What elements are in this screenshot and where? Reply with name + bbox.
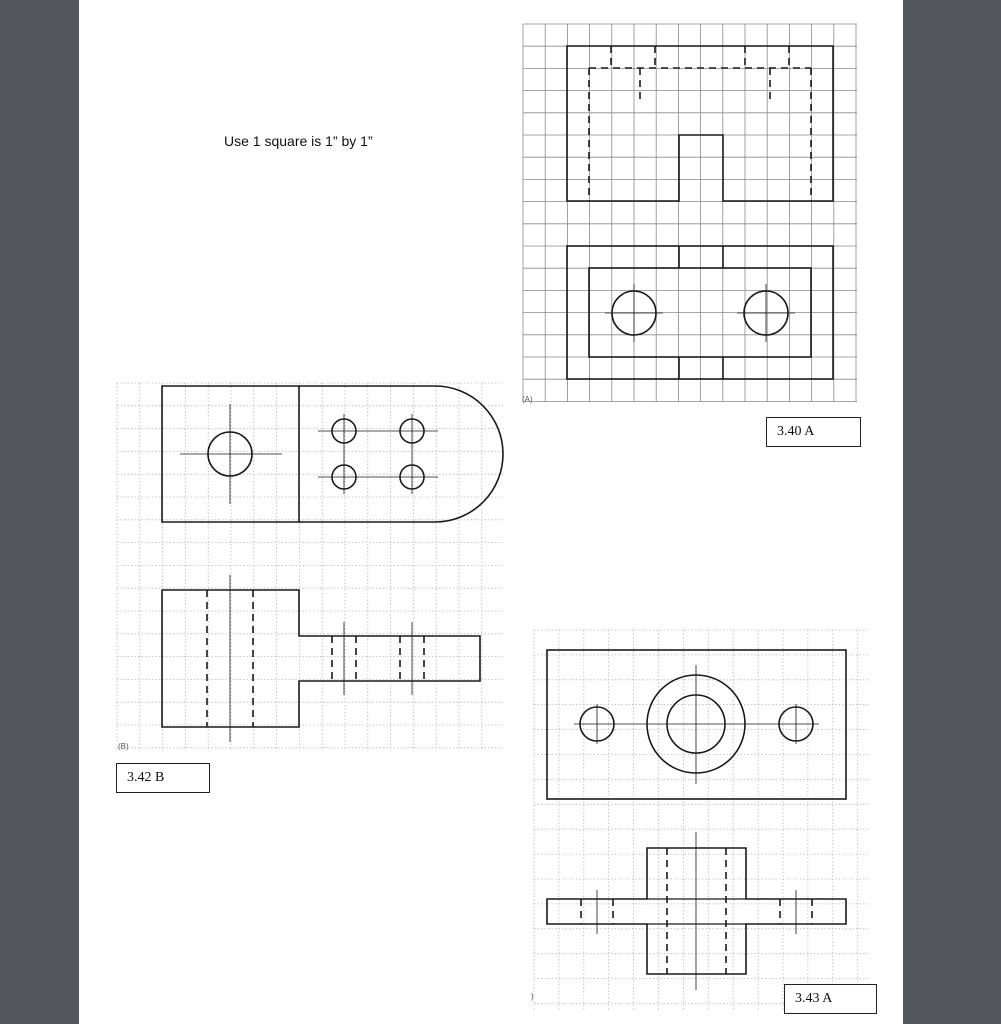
part-b <box>162 386 503 742</box>
part-c-centerlines <box>574 665 819 784</box>
part-c-top-outline <box>547 650 846 799</box>
part-a-hidden-lines <box>589 46 811 201</box>
part-c-front-plate-lines <box>647 899 746 924</box>
part-b-hidden-lines <box>207 590 424 727</box>
drawing-3-40-a <box>515 15 865 410</box>
fig-a-tag: (A) <box>522 395 533 404</box>
part-b-front-centerlines <box>230 575 412 742</box>
part-b-centerlines <box>180 404 438 504</box>
label-3-42-b: 3.42 B <box>116 763 210 793</box>
grid-a <box>523 24 857 402</box>
part-a <box>567 46 833 379</box>
part-c-front-centerlines <box>597 832 796 990</box>
part-a-top-outline <box>567 46 833 201</box>
scale-instruction: Use 1 square is 1” by 1” <box>224 133 373 149</box>
part-c <box>547 650 846 990</box>
grid-b <box>117 383 503 751</box>
part-b-front-outline <box>162 590 480 727</box>
fig-c-tag: ) <box>531 992 534 1001</box>
drawing-3-42-b <box>115 378 507 756</box>
fig-b-tag: (B) <box>118 742 129 751</box>
label-3-43-a: 3.43 A <box>784 984 877 1014</box>
drawing-3-43-a <box>530 625 875 1015</box>
label-3-40-a: 3.40 A <box>766 417 861 447</box>
part-c-front-outline <box>547 848 846 974</box>
grid-c <box>534 630 870 1010</box>
part-c-hidden-lines <box>581 848 812 974</box>
